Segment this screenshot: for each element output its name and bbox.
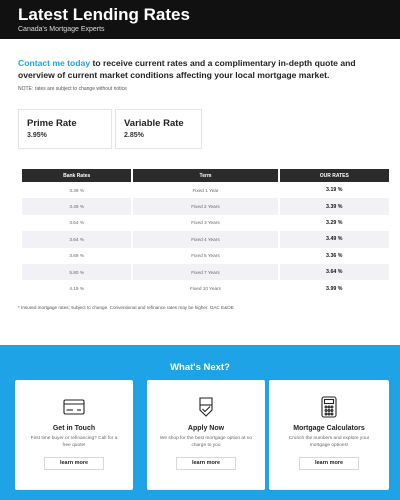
contact-link[interactable]: Contact me today: [18, 58, 91, 68]
apply-now-title: Apply Now: [187, 425, 225, 432]
term-cell: Fixed 7 Years: [133, 264, 277, 280]
bank-rate-cell: 3.64 %: [22, 231, 131, 247]
apply-now-learn-more-button[interactable]: learn more: [176, 457, 236, 470]
apply-now-card: [147, 380, 265, 490]
calculator-icon: [317, 395, 341, 419]
bank-rate-cell: 3.49 %: [22, 198, 131, 214]
page-header: [0, 0, 400, 39]
table-row: [22, 264, 389, 280]
variable-rate-label: Variable Rate: [124, 118, 184, 129]
our-rate-cell: 3.29 %: [326, 219, 343, 226]
our-rate-cell: 3.39 %: [280, 198, 389, 214]
term-cell: Fixed 3 Years: [191, 220, 220, 226]
rates-note: NOTE: rates are subject to change without notice: [18, 86, 127, 92]
our-rate-cell: 3.64 %: [280, 264, 389, 280]
table-row: [22, 215, 389, 231]
term-cell: Fixed 10 Years: [189, 286, 221, 292]
intro-text: [18, 57, 382, 81]
mortgage-calculators-card: [269, 380, 389, 490]
mortgage-calculators-description: Crunch the numbers and explore your mortgage options!: [288, 436, 370, 448]
prime-rate-label: Prime Rate: [27, 118, 77, 129]
column-header-bank-rates: Bank Rates: [22, 169, 131, 182]
page-subtitle: Canada's Mortgage Experts: [18, 26, 105, 33]
table-row: [22, 198, 389, 214]
bank-rate-cell: 3.69 %: [69, 253, 84, 259]
variable-rate-card: [115, 109, 202, 149]
mortgage-calculators-title: Mortgage Calculators: [293, 425, 365, 432]
rates-table: [20, 169, 391, 297]
get-in-touch-card: [15, 380, 133, 490]
term-cell: Fixed 4 Years: [133, 231, 277, 247]
intro-body: to receive current rates and a complimentary in-depth quote and overview of current market conditions affecting your local mortgage market.: [18, 58, 356, 80]
our-rate-cell: 3.49 %: [280, 231, 389, 247]
get-in-touch-learn-more-button[interactable]: learn more: [44, 457, 104, 470]
table-row: [22, 280, 389, 296]
get-in-touch-description: First time buyer or refinancing? Call for a free quote!: [30, 436, 118, 448]
apply-now-description: We shop for the best mortgage option at no charge to you: [159, 436, 253, 448]
page-title: Latest Lending Rates: [18, 5, 190, 24]
get-in-touch-title: Get in Touch: [52, 425, 96, 432]
rates-footnote: * Insured mortgage rates; subject to change. Conventional and refinance rates may be higher. OAC E&OE: [18, 305, 234, 310]
term-cell: Fixed 5 Years: [191, 253, 220, 259]
table-row: [22, 248, 389, 264]
apply-checkmark-icon: [194, 395, 218, 419]
our-rate-cell: 3.19 %: [326, 187, 343, 194]
prime-rate-value: 3.95%: [27, 132, 47, 139]
column-header-term: Term: [133, 169, 277, 182]
column-header-our-rates: OUR RATES: [280, 169, 389, 182]
bank-rate-cell: 5.80 %: [22, 264, 131, 280]
prime-rate-card: [18, 109, 112, 149]
whats-next-section: [0, 345, 400, 500]
our-rate-cell: 3.36 %: [326, 252, 343, 259]
table-header-row: [22, 169, 389, 182]
bank-rate-cell: 3.39 %: [69, 187, 84, 193]
table-row: [22, 231, 389, 247]
bank-rate-cell: 4.19 %: [69, 286, 84, 292]
mortgage-calculators-learn-more-button[interactable]: learn more: [299, 457, 359, 470]
bank-rate-cell: 3.64 %: [69, 220, 84, 226]
variable-rate-value: 2.85%: [124, 132, 144, 139]
whats-next-title: What's Next?: [170, 362, 230, 373]
term-cell: Fixed 1 Year: [192, 187, 219, 193]
term-cell: Fixed 2 Years: [133, 198, 277, 214]
table-row: [22, 182, 389, 198]
our-rate-cell: 3.99 %: [326, 285, 343, 292]
payment-card-icon: [62, 395, 86, 419]
